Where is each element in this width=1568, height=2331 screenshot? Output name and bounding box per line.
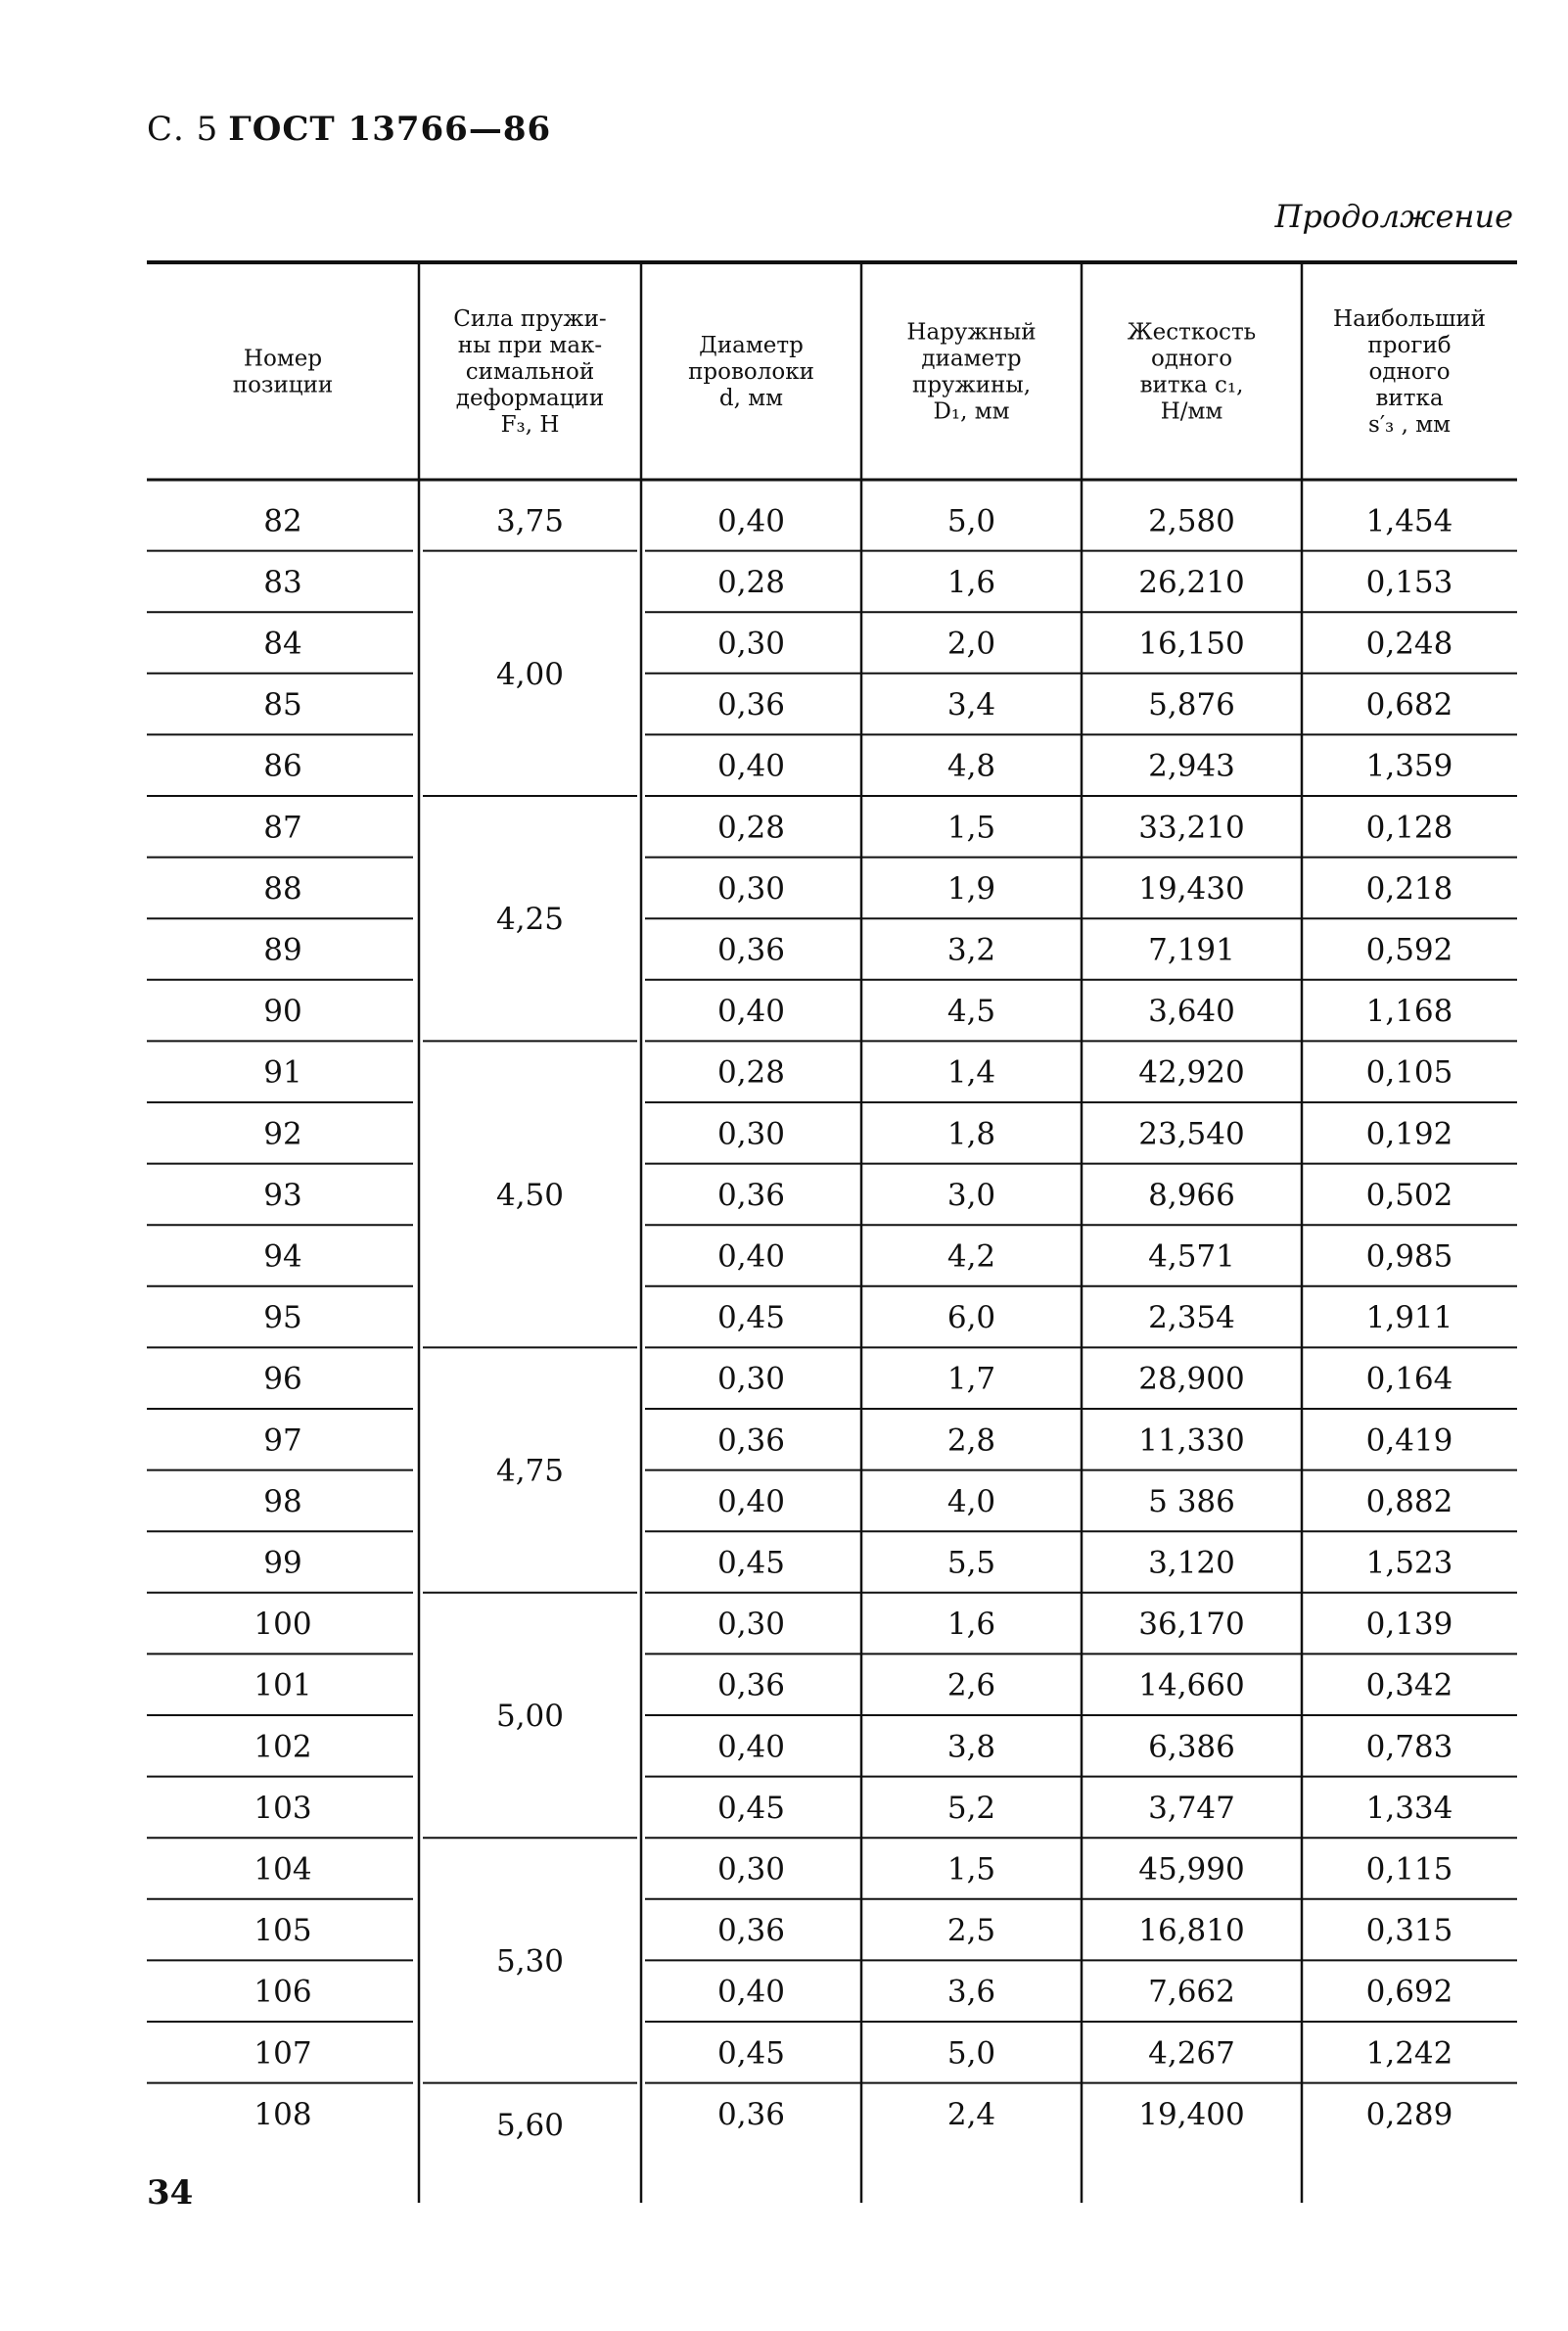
- position-number: 92: [263, 1116, 302, 1152]
- stiffness: 3,120: [1148, 1545, 1235, 1581]
- outer-diameter: 1,5: [946, 810, 996, 846]
- max-deflection: 1,359: [1365, 748, 1453, 784]
- outer-diameter: 4,5: [946, 994, 996, 1030]
- max-deflection: 0,128: [1365, 810, 1453, 846]
- column-header-line: Наибольший: [1333, 306, 1486, 332]
- wire-diameter: 0,30: [716, 870, 786, 907]
- max-deflection: 0,592: [1365, 932, 1453, 968]
- standard-number: ГОСТ 13766—86: [228, 110, 552, 149]
- column-header-line: s′₃ , мм: [1368, 412, 1451, 438]
- outer-diameter: 2,4: [946, 2096, 996, 2132]
- position-number: 106: [254, 1974, 312, 2010]
- position-number: 99: [263, 1545, 302, 1581]
- stiffness: 11,330: [1138, 1422, 1245, 1459]
- max-deflection: 0,882: [1365, 1483, 1453, 1519]
- max-deflection: 0,289: [1365, 2096, 1453, 2132]
- max-deflection: 0,218: [1365, 870, 1453, 907]
- wire-diameter: 0,36: [716, 932, 786, 968]
- outer-diameter: 6,0: [946, 1300, 996, 1336]
- force-value: 4,25: [495, 902, 565, 938]
- column-header-line: проволоки: [688, 359, 814, 385]
- outer-diameter: 5,0: [946, 503, 996, 539]
- max-deflection: 0,342: [1365, 1667, 1453, 1703]
- wire-diameter: 0,28: [716, 564, 786, 600]
- wire-diameter: 0,45: [716, 2035, 786, 2072]
- force-value: 5,00: [495, 1699, 565, 1734]
- column-header-line: позиции: [232, 372, 334, 398]
- column-header-line: Диаметр: [699, 333, 804, 358]
- outer-diameter: 1,4: [946, 1054, 996, 1091]
- page-prefix: С. 5: [147, 110, 219, 149]
- stiffness: 8,966: [1148, 1177, 1235, 1213]
- outer-diameter: 1,7: [946, 1361, 996, 1397]
- force-value: 4,00: [495, 656, 565, 692]
- position-number: 104: [254, 1851, 312, 1888]
- stiffness: 33,210: [1138, 810, 1245, 846]
- force-value: 4,50: [495, 1177, 565, 1213]
- force-value: 5,60: [495, 2107, 565, 2143]
- position-number: 102: [254, 1729, 312, 1765]
- column-header-line: Жесткость: [1127, 319, 1257, 346]
- position-number: 98: [263, 1483, 302, 1519]
- stiffness: 2,354: [1148, 1300, 1235, 1336]
- continuation-label: Продолжение: [1274, 198, 1513, 235]
- stiffness: 28,900: [1138, 1361, 1245, 1397]
- wire-diameter: 0,30: [716, 1851, 786, 1888]
- column-header-line: Номер: [243, 346, 323, 372]
- stiffness: 19,400: [1138, 2096, 1245, 2132]
- column-header-line: Сила пружи-: [453, 306, 607, 332]
- max-deflection: 0,783: [1365, 1729, 1453, 1765]
- stiffness: 5,876: [1148, 687, 1235, 723]
- max-deflection: 1,168: [1365, 994, 1453, 1030]
- stiffness: 3,640: [1148, 994, 1235, 1030]
- position-number: 83: [263, 564, 302, 600]
- stiffness: 14,660: [1138, 1667, 1245, 1703]
- position-number: 88: [263, 870, 302, 907]
- column-header-line: D₁, мм: [933, 398, 1010, 425]
- max-deflection: 0,248: [1365, 626, 1453, 662]
- stiffness: 6,386: [1148, 1729, 1235, 1765]
- outer-diameter: 5,5: [946, 1545, 996, 1581]
- position-number: 105: [254, 1913, 312, 1949]
- max-deflection: 0,682: [1365, 687, 1453, 723]
- max-deflection: 0,139: [1365, 1607, 1453, 1643]
- outer-diameter: 3,6: [946, 1974, 996, 2010]
- wire-diameter: 0,36: [716, 1422, 786, 1459]
- force-value: 5,30: [495, 1943, 565, 1980]
- max-deflection: 0,115: [1365, 1851, 1453, 1888]
- outer-diameter: 2,8: [946, 1422, 996, 1459]
- page-number: 34: [147, 2173, 194, 2213]
- stiffness: 7,662: [1148, 1974, 1235, 2010]
- column-header-line: витка c₁,: [1139, 372, 1244, 398]
- max-deflection: 0,315: [1365, 1913, 1453, 1949]
- outer-diameter: 5,0: [946, 2035, 996, 2072]
- stiffness: 5 386: [1148, 1483, 1235, 1519]
- outer-diameter: 2,0: [946, 626, 996, 662]
- stiffness: 2,943: [1148, 748, 1235, 784]
- wire-diameter: 0,30: [716, 626, 786, 662]
- column-header-line: Наружный: [906, 319, 1037, 346]
- outer-diameter: 3,0: [946, 1177, 996, 1213]
- position-number: 97: [263, 1422, 302, 1459]
- outer-diameter: 1,9: [946, 870, 996, 907]
- position-number: 90: [263, 994, 302, 1030]
- outer-diameter: 3,4: [946, 687, 996, 723]
- wire-diameter: 0,36: [716, 687, 786, 723]
- position-number: 87: [263, 810, 302, 846]
- max-deflection: 0,692: [1365, 1974, 1453, 2010]
- wire-diameter: 0,45: [716, 1300, 786, 1336]
- position-number: 93: [263, 1177, 302, 1213]
- outer-diameter: 1,6: [946, 1607, 996, 1643]
- outer-diameter: 4,0: [946, 1483, 996, 1519]
- column-header-line: одного: [1150, 346, 1233, 372]
- column-header-line: прогиб: [1367, 333, 1452, 358]
- wire-diameter: 0,40: [716, 1974, 786, 2010]
- wire-diameter: 0,40: [716, 1238, 786, 1275]
- column-header-line: пружины,: [911, 372, 1032, 398]
- position-number: 107: [254, 2035, 312, 2072]
- column-header-line: симальной: [465, 359, 595, 385]
- wire-diameter: 0,28: [716, 810, 786, 846]
- position-number: 100: [254, 1607, 312, 1643]
- force-value: 3,75: [495, 503, 565, 539]
- column-header-line: d, мм: [718, 386, 784, 411]
- outer-diameter: 3,2: [946, 932, 996, 968]
- column-header-line: диаметр: [921, 346, 1022, 372]
- wire-diameter: 0,40: [716, 503, 786, 539]
- column-header-line: одного: [1368, 359, 1451, 385]
- stiffness: 42,920: [1138, 1054, 1245, 1091]
- column-header-line: деформации: [455, 386, 605, 411]
- position-number: 96: [263, 1361, 302, 1397]
- outer-diameter: 1,6: [946, 564, 996, 600]
- outer-diameter: 2,6: [946, 1667, 996, 1703]
- position-number: 89: [263, 932, 302, 968]
- position-number: 95: [263, 1300, 302, 1336]
- wire-diameter: 0,40: [716, 1729, 786, 1765]
- position-number: 84: [263, 626, 302, 662]
- outer-diameter: 2,5: [946, 1913, 996, 1949]
- max-deflection: 1,242: [1365, 2035, 1453, 2072]
- column-header-line: витка: [1375, 386, 1444, 411]
- wire-diameter: 0,40: [716, 1483, 786, 1519]
- column-header-line: F₃, Н: [500, 412, 560, 438]
- stiffness: 45,990: [1138, 1851, 1245, 1888]
- wire-diameter: 0,45: [716, 1790, 786, 1826]
- max-deflection: 1,334: [1365, 1790, 1453, 1826]
- outer-diameter: 4,2: [946, 1238, 996, 1275]
- wire-diameter: 0,36: [716, 1177, 786, 1213]
- wire-diameter: 0,36: [716, 1667, 786, 1703]
- stiffness: 26,210: [1138, 564, 1245, 600]
- position-number: 94: [263, 1238, 302, 1275]
- wire-diameter: 0,30: [716, 1607, 786, 1643]
- outer-diameter: 1,5: [946, 1851, 996, 1888]
- outer-diameter: 4,8: [946, 748, 996, 784]
- max-deflection: 0,419: [1365, 1422, 1453, 1459]
- outer-diameter: 5,2: [946, 1790, 996, 1826]
- wire-diameter: 0,45: [716, 1545, 786, 1581]
- max-deflection: 0,164: [1365, 1361, 1453, 1397]
- column-header-line: Н/мм: [1160, 398, 1223, 425]
- stiffness: 4,571: [1148, 1238, 1235, 1275]
- wire-diameter: 0,30: [716, 1116, 786, 1152]
- wire-diameter: 0,28: [716, 1054, 786, 1091]
- position-number: 103: [254, 1790, 312, 1826]
- max-deflection: 0,153: [1365, 564, 1453, 600]
- outer-diameter: 3,8: [946, 1729, 996, 1765]
- position-number: 108: [254, 2096, 312, 2132]
- outer-diameter: 1,8: [946, 1116, 996, 1152]
- max-deflection: 0,985: [1365, 1238, 1453, 1275]
- column-header-line: ны при мак-: [457, 333, 603, 358]
- stiffness: 23,540: [1138, 1116, 1245, 1152]
- wire-diameter: 0,36: [716, 2096, 786, 2132]
- force-value: 4,75: [495, 1453, 565, 1489]
- position-number: 101: [254, 1667, 312, 1703]
- stiffness: 36,170: [1138, 1607, 1245, 1643]
- stiffness: 7,191: [1148, 932, 1235, 968]
- position-number: 86: [263, 748, 302, 784]
- position-number: 85: [263, 687, 302, 723]
- max-deflection: 0,502: [1365, 1177, 1453, 1213]
- max-deflection: 0,192: [1365, 1116, 1453, 1152]
- stiffness: 19,430: [1138, 870, 1245, 907]
- max-deflection: 0,105: [1365, 1054, 1453, 1091]
- stiffness: 2,580: [1148, 503, 1235, 539]
- stiffness: 4,267: [1148, 2035, 1235, 2072]
- wire-diameter: 0,40: [716, 994, 786, 1030]
- max-deflection: 1,523: [1365, 1545, 1453, 1581]
- wire-diameter: 0,36: [716, 1913, 786, 1949]
- position-number: 82: [263, 503, 302, 539]
- max-deflection: 1,911: [1365, 1300, 1453, 1336]
- stiffness: 16,810: [1138, 1913, 1245, 1949]
- stiffness: 16,150: [1138, 626, 1245, 662]
- wire-diameter: 0,40: [716, 748, 786, 784]
- stiffness: 3,747: [1148, 1790, 1235, 1826]
- wire-diameter: 0,30: [716, 1361, 786, 1397]
- position-number: 91: [263, 1054, 302, 1091]
- max-deflection: 1,454: [1365, 503, 1453, 539]
